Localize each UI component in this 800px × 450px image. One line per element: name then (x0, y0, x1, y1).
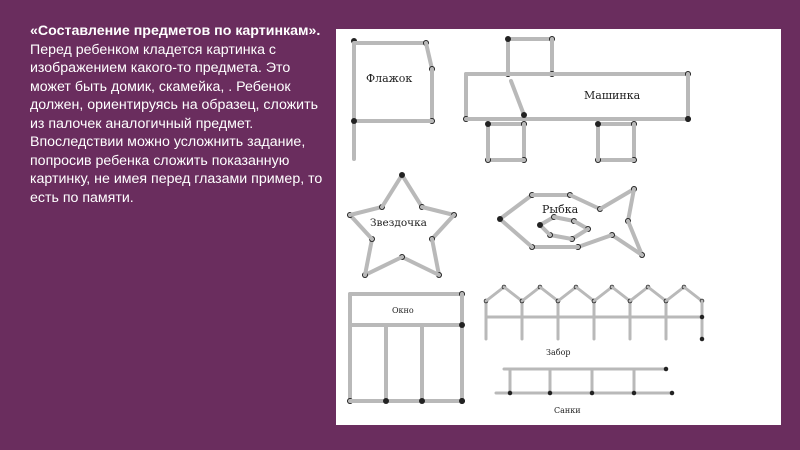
car-stick (595, 157, 634, 163)
fence-stick (592, 299, 597, 339)
flag-stick (426, 43, 435, 72)
car-stick (485, 157, 524, 163)
sled-stick (496, 391, 674, 396)
sled-stick (548, 369, 553, 395)
sled-stick (504, 367, 668, 372)
window-stick (419, 325, 425, 404)
fish-stick (500, 192, 535, 219)
car-stick (549, 39, 555, 77)
fish-stick (532, 192, 573, 198)
fish-stick (529, 244, 578, 250)
car-stick (463, 74, 469, 122)
car-stick (466, 116, 691, 122)
label-star: Звездочка (370, 217, 427, 229)
car-stick (488, 121, 527, 127)
label-fence: Забор (546, 348, 571, 357)
fence-stick (484, 299, 489, 339)
car-stick (511, 81, 527, 118)
window-stick (350, 322, 465, 328)
car-stick (595, 121, 601, 160)
window-stick (459, 294, 465, 404)
sled-stick (590, 369, 595, 395)
car-stick (466, 71, 691, 77)
label-fish: Рыбка (542, 203, 579, 216)
label-window: Окно (392, 306, 414, 315)
fish-stick (497, 216, 532, 247)
fence-stick (700, 301, 705, 341)
fence-stick (520, 299, 525, 339)
star-stick (402, 175, 425, 210)
car-stick (508, 36, 555, 42)
slide-text-block (30, 22, 330, 207)
fence-stick (664, 299, 669, 339)
star-stick (350, 204, 385, 215)
car-stick (598, 121, 637, 127)
window-stick (347, 294, 353, 404)
matchstick-figures-picture (336, 29, 781, 425)
car-stick (685, 74, 691, 122)
star-stick (382, 172, 405, 207)
fence-stick (628, 299, 633, 339)
window-stick (383, 325, 389, 404)
label-car: Машинка (584, 89, 641, 102)
window-stick (350, 291, 465, 297)
sled-stick (632, 369, 637, 395)
flag-stick (351, 38, 357, 159)
sled-stick (508, 369, 513, 395)
star-stick (399, 254, 439, 275)
matchstick-drawing (336, 29, 781, 425)
fence-stick (556, 299, 561, 339)
car-stick (631, 124, 637, 163)
label-flag: Флажок (366, 72, 413, 85)
flag-stick (351, 118, 432, 124)
slide-body-text: Перед ребенком кладется картинка с изображением какого-то предмета. Это может быть домик, скамейка, . Ребенок должен, ориентируясь на образец, сложить из палочек аналогичный предмет. Впоследствии можно усложнить задание, попросив ребенка сложить показанную картинку, не имея перед глазами пример, то есть по памяти. (30, 41, 323, 206)
window-stick (350, 398, 465, 404)
fish-stick (575, 235, 612, 250)
flag-stick (429, 69, 435, 124)
car-stick (521, 124, 527, 163)
car-stick (485, 121, 491, 160)
slide-title: «Составление предметов по картинкам». (30, 23, 321, 39)
flag-stick (354, 40, 429, 46)
car-stick (505, 36, 511, 74)
label-sled: Санки (554, 406, 581, 415)
